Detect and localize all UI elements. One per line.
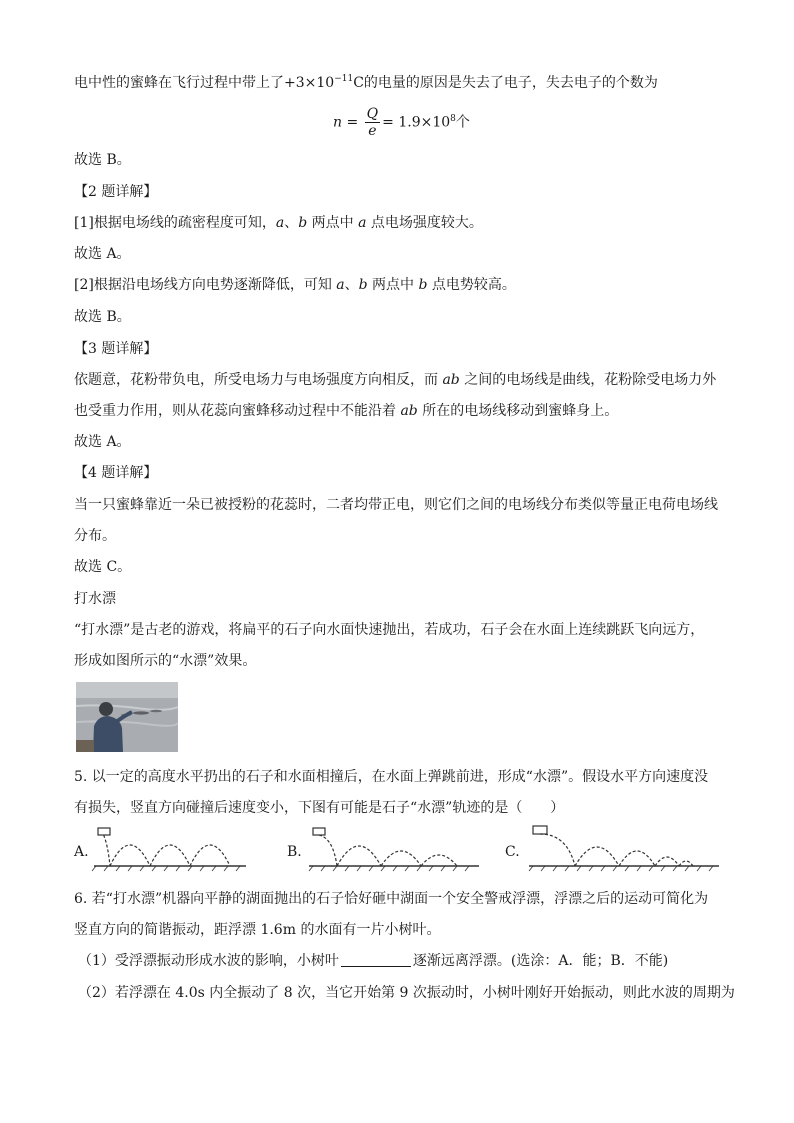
q3-answer: 故选 A。 xyxy=(74,434,131,450)
option-b-label: B. xyxy=(287,844,302,860)
section-heading-2: 【2 题详解】 xyxy=(74,184,158,200)
answer-blank[interactable] xyxy=(341,952,411,967)
text-line-1: 电中性的蜜蜂在飞行过程中带上了$+3\times 10^{-11}C$的电量的原因是失去了电子，失去电子的个数为 xyxy=(74,74,658,91)
q4-answer: 故选 C。 xyxy=(74,559,132,575)
option-c[interactable] xyxy=(505,822,723,874)
intro-line-2: 形成如图所示的“水漂”效果。 xyxy=(74,653,257,669)
intro-line-1: “打水漂”是古老的游戏，将扁平的石子向水面快速抛出，若成功，石子会在水面上连续跳跃飞向远方， xyxy=(74,622,705,638)
option-a-label: A. xyxy=(74,844,89,860)
q6-sub-2: （2）若浮漂在 4.0s 内全振动了 8 次，当它开始第 9 次振动时，小树叶刚好开始振动，则此水波的周期为 xyxy=(78,985,735,1001)
q4-line-1: 当一只蜜蜂靠近一朵已被授粉的花蕊时，二者均带正电，则它们之间的电场线分布类似等量正电荷电场线 xyxy=(74,497,718,513)
q6-sub-1: （1）受浮漂振动形成水波的影响，小树叶 逐渐远离浮漂。(选涂：A．能；B．不能) xyxy=(78,953,669,969)
option-a-trajectory xyxy=(90,822,250,874)
q6-line-1: 6. 若“打水漂”机器向平静的湖面抛出的石子恰好砸中湖面一个安全警戒浮漂，浮漂之后的运动可简化为 xyxy=(74,891,709,907)
q5-line-1: 5. 以一定的高度水平扔出的石子和水面相撞后，在水面上弹跳前进，形成“水漂”。假设水平方向速度没 xyxy=(74,769,709,785)
fraction: $\frac{Q}{e}$ xyxy=(366,106,379,139)
option-c-label: C. xyxy=(505,844,520,860)
section-heading-4: 【4 题详解】 xyxy=(74,465,158,481)
q2-line-1: [1]根据电场线的疏密程度可知，a、b 两点中 a 点电场强度较大。 xyxy=(74,215,483,231)
q3-line-1: 依题意，花粉带负电，所受电场力与电场强度方向相反，而 ab 之间的电场线是曲线，花粉除受电场力外 xyxy=(74,372,717,388)
electron-count-formula: n = $\frac{Q}{e}$ = $1.9\times 10^8$个 xyxy=(333,106,470,139)
option-b-trajectory xyxy=(307,822,483,874)
answer-line: 故选 B。 xyxy=(74,152,131,168)
photo-image xyxy=(76,682,178,752)
stone-skipping-photo xyxy=(76,682,178,752)
option-b[interactable] xyxy=(287,822,483,874)
option-a[interactable] xyxy=(74,822,250,874)
q2-line-2: [2]根据沿电场线方向电势逐渐降低，可知 a、b 两点中 b 点电势较高。 xyxy=(74,277,516,293)
q3-line-2: 也受重力作用，则从花蕊向蜜蜂移动过程中不能沿着 ab 所在的电场线移动到蜜蜂身上。 xyxy=(74,403,619,419)
q5-line-2: 有损失，竖直方向碰撞后速度变小，下图有可能是石子“水漂”轨迹的是（ ） xyxy=(74,800,565,816)
q4-line-2: 分布。 xyxy=(74,528,116,544)
section-heading-3: 【3 题详解】 xyxy=(74,341,158,357)
section-title: 打水漂 xyxy=(74,591,116,607)
option-c-trajectory xyxy=(527,822,723,874)
q2-answer-2: 故选 B。 xyxy=(74,309,131,325)
q6-line-2: 竖直方向的简谐振动，距浮漂 1.6m 的水面有一片小树叶。 xyxy=(74,922,441,938)
q2-answer-1: 故选 A。 xyxy=(74,246,131,262)
